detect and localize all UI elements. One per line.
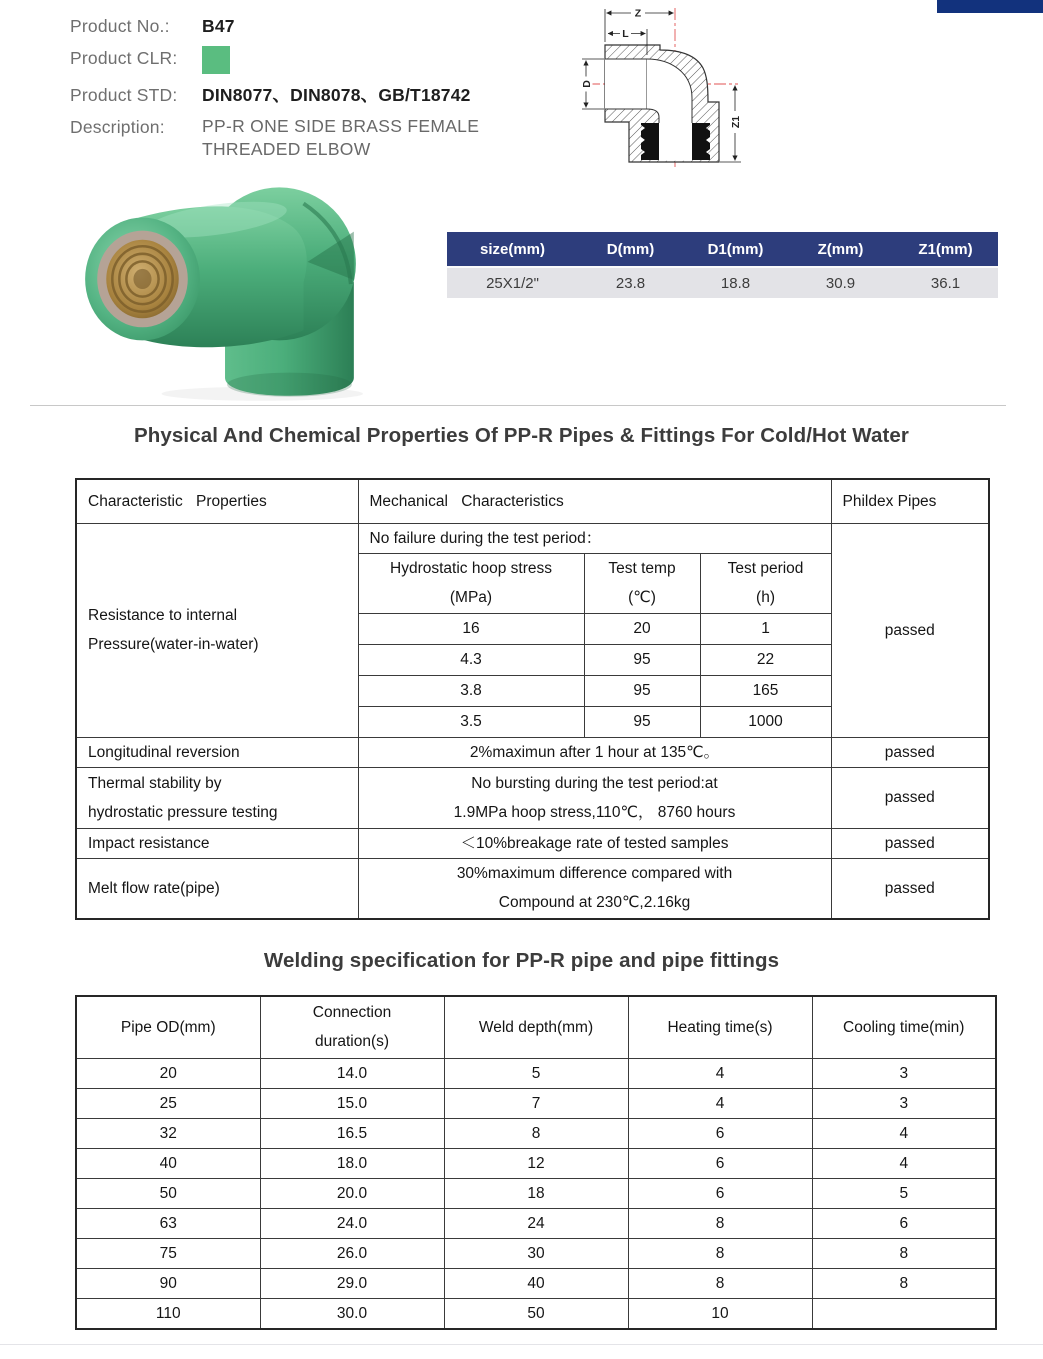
property-result-cell: passed <box>831 828 989 858</box>
size-column-header: D(mm) <box>578 232 683 268</box>
pressure-data-cell: 95 <box>584 706 700 737</box>
welding-cell: 14.0 <box>260 1058 444 1088</box>
welding-cell: 32 <box>76 1118 260 1148</box>
product-photo <box>66 160 378 404</box>
welding-table <box>75 995 997 1330</box>
size-column-header: Z1(mm) <box>893 232 998 268</box>
dim-label-z1: Z1 <box>730 115 742 129</box>
welding-header-row <box>76 996 996 1058</box>
property-label-cell <box>76 737 358 767</box>
welding-header-line: Weld depth(mm) <box>478 1018 594 1036</box>
property-label-cell <box>76 828 358 858</box>
welding-cell: 30 <box>444 1238 628 1268</box>
welding-row <box>76 1088 996 1118</box>
welding-column-header <box>260 996 444 1058</box>
welding-cell: 24.0 <box>260 1208 444 1238</box>
bottom-divider <box>0 1344 1043 1345</box>
property-desc-line: 1.9MPa hoop stress,110℃， 8760 hours <box>453 803 736 821</box>
welding-section-title: Welding specification for PP-R pipe and pipe fittings <box>263 949 780 972</box>
property-desc-line: 30%maximum difference compared with <box>456 865 733 883</box>
welding-cell: 63 <box>76 1208 260 1238</box>
pressure-data-cell: 95 <box>584 644 700 675</box>
pressure-data-cell: 95 <box>584 675 700 706</box>
property-label-line: Melt flow rate(pipe) <box>88 879 220 897</box>
welding-row <box>76 1178 996 1208</box>
welding-cell: 24 <box>444 1208 628 1238</box>
property-desc-line: Compound at 230℃,2.16kg <box>498 894 691 912</box>
property-row <box>76 858 989 919</box>
subheader-line: (MPa) <box>449 589 493 606</box>
pressure-data-cell: 3.8 <box>358 675 584 706</box>
welding-cell: 20 <box>76 1058 260 1088</box>
property-desc-cell <box>358 767 831 828</box>
welding-cell: 18 <box>444 1178 628 1208</box>
size-column-header: size(mm) <box>447 232 578 268</box>
welding-cell: 3 <box>812 1058 996 1088</box>
welding-cell: 8 <box>628 1268 812 1298</box>
welding-cell: 40 <box>444 1268 628 1298</box>
product-clr-row <box>70 46 479 74</box>
product-info <box>70 14 479 169</box>
welding-cell: 110 <box>76 1298 260 1329</box>
pressure-data-cell: 20 <box>584 613 700 644</box>
welding-cell: 8 <box>812 1268 996 1298</box>
property-row <box>76 737 989 767</box>
properties-header-row <box>76 479 989 523</box>
product-std-value: DIN8077、DIN8078、GB/T18742 <box>202 85 471 105</box>
welding-cell: 29.0 <box>260 1268 444 1298</box>
pressure-label-cell <box>76 523 358 737</box>
welding-row <box>76 1118 996 1148</box>
welding-row <box>76 1148 996 1178</box>
size-cell: 30.9 <box>788 268 893 298</box>
product-clr-label: Product CLR: <box>70 48 178 68</box>
dim-label-z: Z <box>634 7 642 20</box>
product-description <box>202 115 479 161</box>
property-label-cell <box>76 767 358 828</box>
welding-cell: 90 <box>76 1268 260 1298</box>
product-desc-label: Description: <box>70 117 165 137</box>
size-table-row <box>447 268 998 298</box>
property-desc-line: 2%maximun after 1 hour at 135℃。 <box>469 743 720 761</box>
welding-column-header <box>444 996 628 1058</box>
pressure-data-cell: 4.3 <box>358 644 584 675</box>
dim-label-l: L <box>622 28 629 40</box>
size-cell: 25X1/2" <box>447 268 578 298</box>
pressure-label-line1: Resistance to internal <box>88 607 238 624</box>
dim-label-d: D <box>581 80 593 88</box>
welding-cell: 8 <box>628 1208 812 1238</box>
welding-column-header <box>628 996 812 1058</box>
pressure-data-cell: 22 <box>700 644 831 675</box>
corner-accent-bar <box>937 0 1043 13</box>
col-header-characteristic: Characteristic Properties <box>76 479 358 523</box>
pressure-no-failure-cell: No failure during the test period： <box>358 523 831 553</box>
size-cell: 36.1 <box>893 268 998 298</box>
product-no-row <box>70 14 479 38</box>
pressure-data-cell: 3.5 <box>358 706 584 737</box>
property-label-line: hydrostatic pressure testing <box>88 803 278 821</box>
welding-cell: 25 <box>76 1088 260 1118</box>
welding-cell: 6 <box>628 1118 812 1148</box>
welding-cell: 8 <box>444 1118 628 1148</box>
property-label-cell <box>76 858 358 919</box>
pressure-data-cell: 16 <box>358 613 584 644</box>
welding-cell: 20.0 <box>260 1178 444 1208</box>
welding-cell: 15.0 <box>260 1088 444 1118</box>
properties-section-title: Physical And Chemical Properties Of PP-R Pipes & Fittings For Cold/Hot Water <box>134 424 909 447</box>
technical-drawing <box>562 2 767 174</box>
size-table <box>447 232 998 298</box>
size-cell: 23.8 <box>578 268 683 298</box>
subheader-line: Test temp <box>608 560 676 577</box>
property-desc-cell <box>358 828 831 858</box>
welding-cell: 50 <box>444 1298 628 1329</box>
welding-cell: 6 <box>628 1178 812 1208</box>
product-color-swatch <box>202 46 230 74</box>
product-no-label: Product No.: <box>70 16 170 36</box>
property-desc-cell <box>358 737 831 767</box>
pressure-data-cell: 1000 <box>700 706 831 737</box>
size-column-header: Z(mm) <box>788 232 893 268</box>
product-description-line1: PP-R ONE SIDE BRASS FEMALE <box>202 116 480 136</box>
pressure-subheader-cell <box>584 553 700 613</box>
subheader-line: (℃) <box>628 589 656 606</box>
welding-cell: 26.0 <box>260 1238 444 1268</box>
subheader-line: Hydrostatic hoop stress <box>390 560 552 577</box>
welding-column-header <box>76 996 260 1058</box>
size-column-header: D1(mm) <box>683 232 788 268</box>
property-result-cell: passed <box>831 767 989 828</box>
welding-cell: 40 <box>76 1148 260 1178</box>
socket-bore <box>605 59 647 109</box>
welding-cell: 5 <box>444 1058 628 1088</box>
welding-cell: 7 <box>444 1088 628 1118</box>
pressure-no-failure-row <box>76 523 989 553</box>
welding-cell: 30.0 <box>260 1298 444 1329</box>
property-result-cell: passed <box>831 858 989 919</box>
product-std-row <box>70 83 479 107</box>
welding-cell: 4 <box>812 1148 996 1178</box>
subheader-line: (h) <box>756 589 775 606</box>
welding-cell: 50 <box>76 1178 260 1208</box>
property-label-line: Longitudinal reversion <box>88 743 240 761</box>
welding-row <box>76 1298 996 1329</box>
size-cell: 18.8 <box>683 268 788 298</box>
welding-header-line: duration(s) <box>314 1033 390 1051</box>
product-no-value: B47 <box>202 16 235 36</box>
property-desc-line: No bursting during the test period:at <box>471 774 718 792</box>
welding-cell: 8 <box>628 1238 812 1268</box>
pressure-result-cell: passed <box>831 523 989 737</box>
welding-cell: 5 <box>812 1178 996 1208</box>
col-header-phildex: Phildex Pipes <box>831 479 989 523</box>
pressure-subheader-cell <box>700 553 831 613</box>
welding-cell: 4 <box>628 1058 812 1088</box>
welding-header-line: Heating time(s) <box>667 1018 773 1036</box>
welding-cell: 75 <box>76 1238 260 1268</box>
product-std-label: Product STD: <box>70 85 178 105</box>
pressure-data-cell: 165 <box>700 675 831 706</box>
welding-header-line: Connection <box>312 1004 392 1022</box>
property-label-line: Impact resistance <box>88 834 210 852</box>
welding-cell: 6 <box>628 1148 812 1178</box>
property-result-cell: passed <box>831 737 989 767</box>
welding-cell: 4 <box>812 1118 996 1148</box>
pressure-data-cell: 1 <box>700 613 831 644</box>
property-row <box>76 767 989 828</box>
property-row <box>76 828 989 858</box>
welding-row <box>76 1058 996 1088</box>
section-divider <box>30 405 1006 406</box>
properties-table <box>75 478 990 920</box>
welding-row <box>76 1268 996 1298</box>
pressure-label-line2: Pressure(water-in-water) <box>88 636 259 653</box>
product-description-line2: THREADED ELBOW <box>202 139 371 159</box>
property-desc-cell <box>358 858 831 919</box>
welding-cell: 4 <box>628 1088 812 1118</box>
welding-row <box>76 1238 996 1268</box>
property-desc-line: ＜10%breakage rate of tested samples <box>460 834 729 852</box>
welding-cell <box>812 1298 996 1329</box>
product-desc-row <box>70 115 479 161</box>
welding-cell: 6 <box>812 1208 996 1238</box>
welding-header-line: Pipe OD(mm) <box>120 1018 216 1036</box>
welding-cell: 16.5 <box>260 1118 444 1148</box>
welding-cell: 8 <box>812 1238 996 1268</box>
welding-cell: 12 <box>444 1148 628 1178</box>
welding-cell: 10 <box>628 1298 812 1329</box>
welding-cell: 18.0 <box>260 1148 444 1178</box>
subheader-line: Test period <box>727 560 804 577</box>
pressure-subheader-cell <box>358 553 584 613</box>
welding-column-header <box>812 996 996 1058</box>
property-label-line: Thermal stability by <box>88 774 222 792</box>
welding-cell: 3 <box>812 1088 996 1118</box>
size-table-header-row <box>447 232 998 268</box>
welding-header-line: Cooling time(min) <box>843 1018 965 1036</box>
welding-row <box>76 1208 996 1238</box>
col-header-mechanical: Mechanical Characteristics <box>358 479 831 523</box>
